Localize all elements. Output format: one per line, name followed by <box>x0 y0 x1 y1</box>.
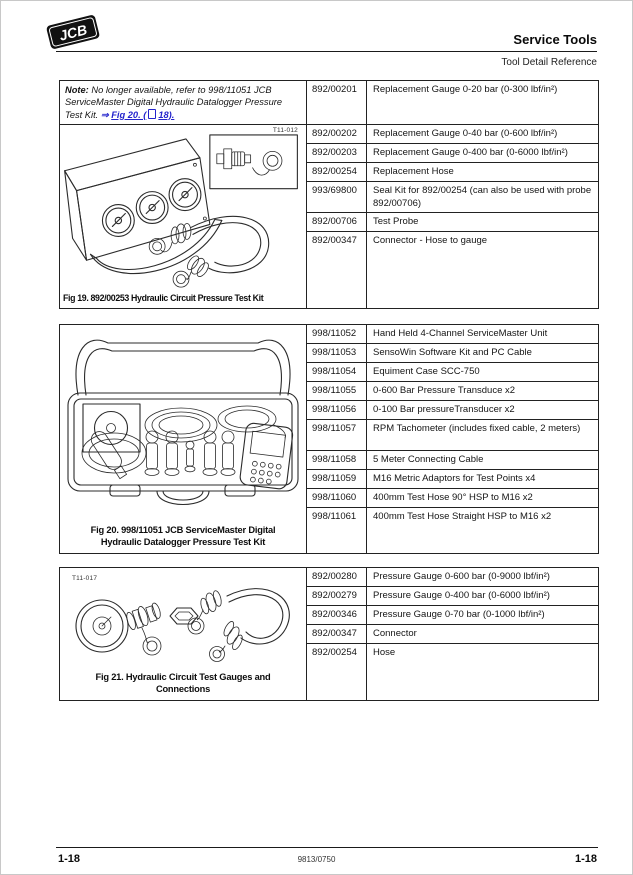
fig19-cell <box>60 81 307 308</box>
probe-coil <box>82 429 146 481</box>
part-description: RPM Tachometer (includes fixed cable, 2 meters) <box>373 423 581 434</box>
parts-table-2 <box>307 325 598 553</box>
part-description: 400mm Test Hose 90° HSP to M16 x2 <box>373 492 533 503</box>
table-row <box>307 182 598 213</box>
fig19-illustration <box>60 125 306 308</box>
fig20-illustration <box>60 325 306 553</box>
part-number: 998/11057 <box>307 420 367 450</box>
part-description: Seal Kit for 892/00254 (can also be used with probe 892/00706) <box>373 185 592 209</box>
fig20-cell <box>60 325 307 553</box>
table-row <box>307 232 598 308</box>
table-row <box>307 644 598 700</box>
part-description: Connector - Hose to gauge <box>373 235 488 246</box>
table-row <box>307 382 598 401</box>
part-description: Replacement Gauge 0-40 bar (0-600 lbf/in²) <box>373 128 558 139</box>
fig20-link-text: Fig 20. ( <box>111 109 147 120</box>
fig21-ref-label: T11-017 <box>72 575 98 582</box>
part-description: 0-100 Bar pressureTransducer x2 <box>373 404 515 415</box>
part-number: 998/11060 <box>307 489 367 507</box>
part-number: 998/11056 <box>307 401 367 419</box>
table-row <box>307 420 598 451</box>
fig20-link[interactable] <box>101 110 175 120</box>
parts-table-1 <box>307 81 598 308</box>
connector-inset <box>210 135 298 189</box>
part-number: 998/11055 <box>307 382 367 400</box>
table-row <box>307 587 598 606</box>
part-number: 892/00706 <box>307 213 367 231</box>
note-label: Note: <box>65 85 89 95</box>
part-number: 998/11061 <box>307 508 367 553</box>
part-number: 892/00201 <box>307 81 367 124</box>
case-handle <box>157 491 209 505</box>
fig19-figure <box>60 125 306 308</box>
table-row <box>307 125 598 144</box>
part-number: 998/11058 <box>307 451 367 469</box>
table-row <box>307 163 598 182</box>
fig21-figure <box>60 568 306 700</box>
case-lid <box>76 340 290 395</box>
fig21-caption: Fig 21. Hydraulic Circuit Test Gauges and Connections <box>95 671 271 695</box>
part-number: 998/11054 <box>307 363 367 381</box>
table-row <box>307 144 598 163</box>
note-body: No longer available, refer to 998/11051 JCB ServiceMaster Digital Hydraulic Datalogger Pressure Test Kit. <box>65 85 283 120</box>
table-row <box>307 344 598 363</box>
parts-table-3 <box>307 568 598 700</box>
part-number: 998/11059 <box>307 470 367 488</box>
table-row <box>307 81 598 125</box>
part-description: Replacement Hose <box>373 166 454 177</box>
publication-number: 9813/0750 <box>297 855 336 864</box>
page-number-right: 1-18 <box>574 853 597 865</box>
part-number: 892/00280 <box>307 568 367 586</box>
table-row <box>307 489 598 508</box>
part-description: 400mm Test Hose Straight HSP to M16 x2 <box>373 511 552 522</box>
part-number: 998/11052 <box>307 325 367 343</box>
fig21-cell <box>60 568 307 700</box>
part-description: 5 Meter Connecting Cable <box>373 454 484 465</box>
page-icon <box>148 109 156 119</box>
table-row <box>307 568 598 587</box>
part-number: 998/11053 <box>307 344 367 362</box>
table-row <box>307 451 598 470</box>
part-description: M16 Metric Adaptors for Test Points x4 <box>373 473 536 484</box>
part-description: Replacement Gauge 0-20 bar (0-300 lbf/in²) <box>373 84 558 95</box>
adapter-nut <box>170 608 198 624</box>
handheld-unit <box>239 422 293 489</box>
section-test-gauges <box>59 567 599 701</box>
availability-note <box>60 81 306 125</box>
fig20-caption: Fig 20. 998/11051 JCB ServiceMaster Digital Hydraulic Datalogger Pressure Test Kit <box>90 524 276 548</box>
section-pressure-test-kit <box>59 80 599 309</box>
part-description: Replacement Gauge 0-400 bar (0-6000 lbf/in²) <box>373 147 568 158</box>
part-description: SensoWin Software Kit and PC Cable <box>373 347 532 358</box>
fig19-ref-label: T11-012 <box>272 127 298 134</box>
table-row <box>307 508 598 553</box>
part-description: Test Probe <box>373 216 419 227</box>
part-number: 892/00254 <box>307 163 367 181</box>
dust-cap <box>142 628 161 655</box>
footer-rule <box>56 847 598 848</box>
gauges <box>102 179 200 237</box>
table-row <box>307 625 598 644</box>
part-number: 892/00254 <box>307 644 367 700</box>
hose <box>149 216 269 287</box>
jcb-logo <box>41 11 105 53</box>
table-row <box>307 470 598 489</box>
link-arrow-icon: ⇒ <box>100 109 112 120</box>
section-servicemaster-kit <box>59 324 599 554</box>
jcb-logo-text: JCB <box>57 21 89 44</box>
part-description: Hand Held 4-Channel ServiceMaster Unit <box>373 328 548 339</box>
gauge-coupling <box>124 601 163 631</box>
page-number-left: 1-18 <box>58 853 81 865</box>
pressure-gauge <box>76 600 128 652</box>
fig20-link-page: 18). <box>158 109 175 120</box>
part-description: Equiment Case SCC-750 <box>373 366 480 377</box>
header-rule <box>56 51 597 52</box>
part-number: 892/00346 <box>307 606 367 624</box>
software-cd <box>83 404 140 452</box>
test-hose <box>188 589 289 662</box>
gauge-box-front <box>77 158 210 260</box>
part-number: 892/00203 <box>307 144 367 162</box>
part-number: 892/00279 <box>307 587 367 605</box>
table-row <box>307 606 598 625</box>
table-row <box>307 213 598 232</box>
part-description: Pressure Gauge 0-70 bar (0-1000 lbf/in²) <box>373 609 545 620</box>
table-row <box>307 363 598 382</box>
part-number: 892/00347 <box>307 625 367 643</box>
table-row <box>307 401 598 420</box>
part-description: Hose <box>373 647 396 658</box>
part-number: 892/00347 <box>307 232 367 308</box>
table-row <box>307 325 598 344</box>
fig20-figure <box>60 325 306 553</box>
part-description: Pressure Gauge 0-400 bar (0-6000 lbf/in²) <box>373 590 550 601</box>
fig19-caption: Fig 19. 892/00253 Hydraulic Circuit Pressure Test Kit <box>63 293 264 304</box>
part-description: Connector <box>373 628 417 639</box>
part-description: 0-600 Bar Pressure Transduce x2 <box>373 385 516 396</box>
part-description: Pressure Gauge 0-600 bar (0-9000 lbf/in²) <box>373 571 550 582</box>
part-number: 892/00202 <box>307 125 367 143</box>
page-subtitle: Tool Detail Reference <box>501 57 597 68</box>
part-number: 993/69800 <box>307 182 367 212</box>
page-title: Service Tools <box>513 32 597 47</box>
